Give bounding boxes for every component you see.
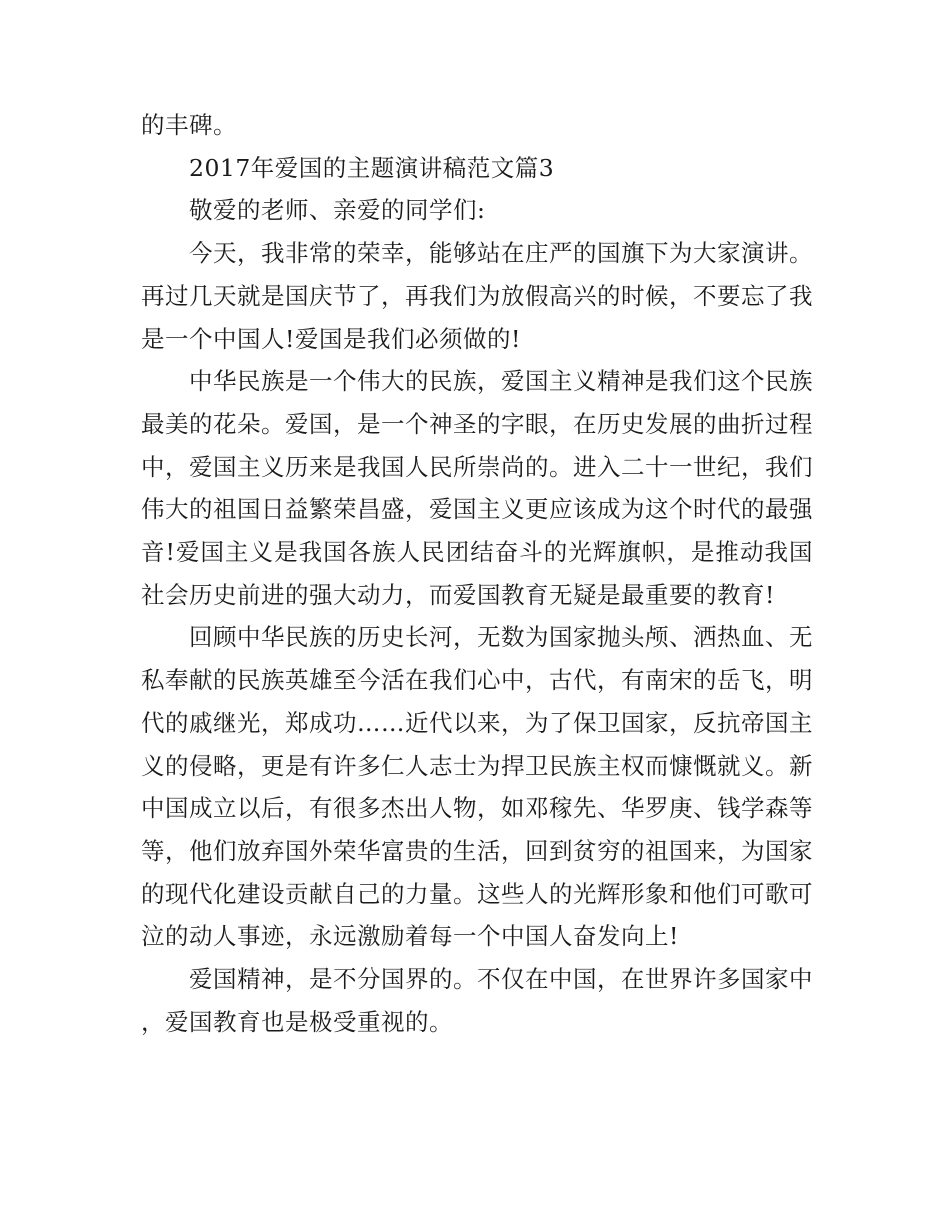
paragraph: 爱国精神，是不分国界的。不仅在中国，在世界许多国家中，爱国教育也是极受重视的。: [141, 965, 813, 1036]
paragraph: 中华民族是一个伟大的民族，爱国主义精神是我们这个民族最美的花朵。爱国，是一个神圣的字眼，在历史发展的曲折过程中，爱国主义历来是我国人民所崇尚的。进入二十一世纪，我们伟大的祖国日益繁荣昌盛，爱国主义更应该成为这个时代的最强音!爱国主义是我国各族人民团结奋斗的光辉旗帜，是推动我国社会历史前进的强大动力，而爱国教育无疑是最重要的教育!: [141, 367, 813, 609]
paragraph: 今天，我非常的荣幸，能够站在庄严的国旗下为大家演讲。再过几天就是国庆节了，再我们为放假高兴的时候，不要忘了我是一个中国人!爱国是我们必须做的!: [141, 239, 813, 353]
paragraph: 回顾中华民族的历史长河，无数为国家抛头颅、洒热血、无私奉献的民族英雄至今活在我们心中，古代，有南宋的岳飞，明代的戚继光，郑成功……近代以来，为了保卫国家，反抗帝国主义的侵略，更是有许多仁人志士为捍卫民族主权而慷慨就义。新中国成立以后，有很多杰出人物，如邓稼先、华罗庚、钱学森等等，他们放弃国外荣华富贵的生活，回到贫穷的祖国来，为国家的现代化建设贡献自己的力量。这些人的光辉形象和他们可歌可泣的动人事迹，永远激励着每一个中国人奋发向上!: [141, 623, 813, 951]
document-body: [141, 104, 813, 1043]
salutation: 敬爱的老师、亲爱的同学们:: [189, 196, 486, 225]
paragraph-continuation: 的丰碑。: [141, 111, 237, 139]
section-heading: 2017年爱国的主题演讲稿范文篇3: [189, 153, 555, 182]
